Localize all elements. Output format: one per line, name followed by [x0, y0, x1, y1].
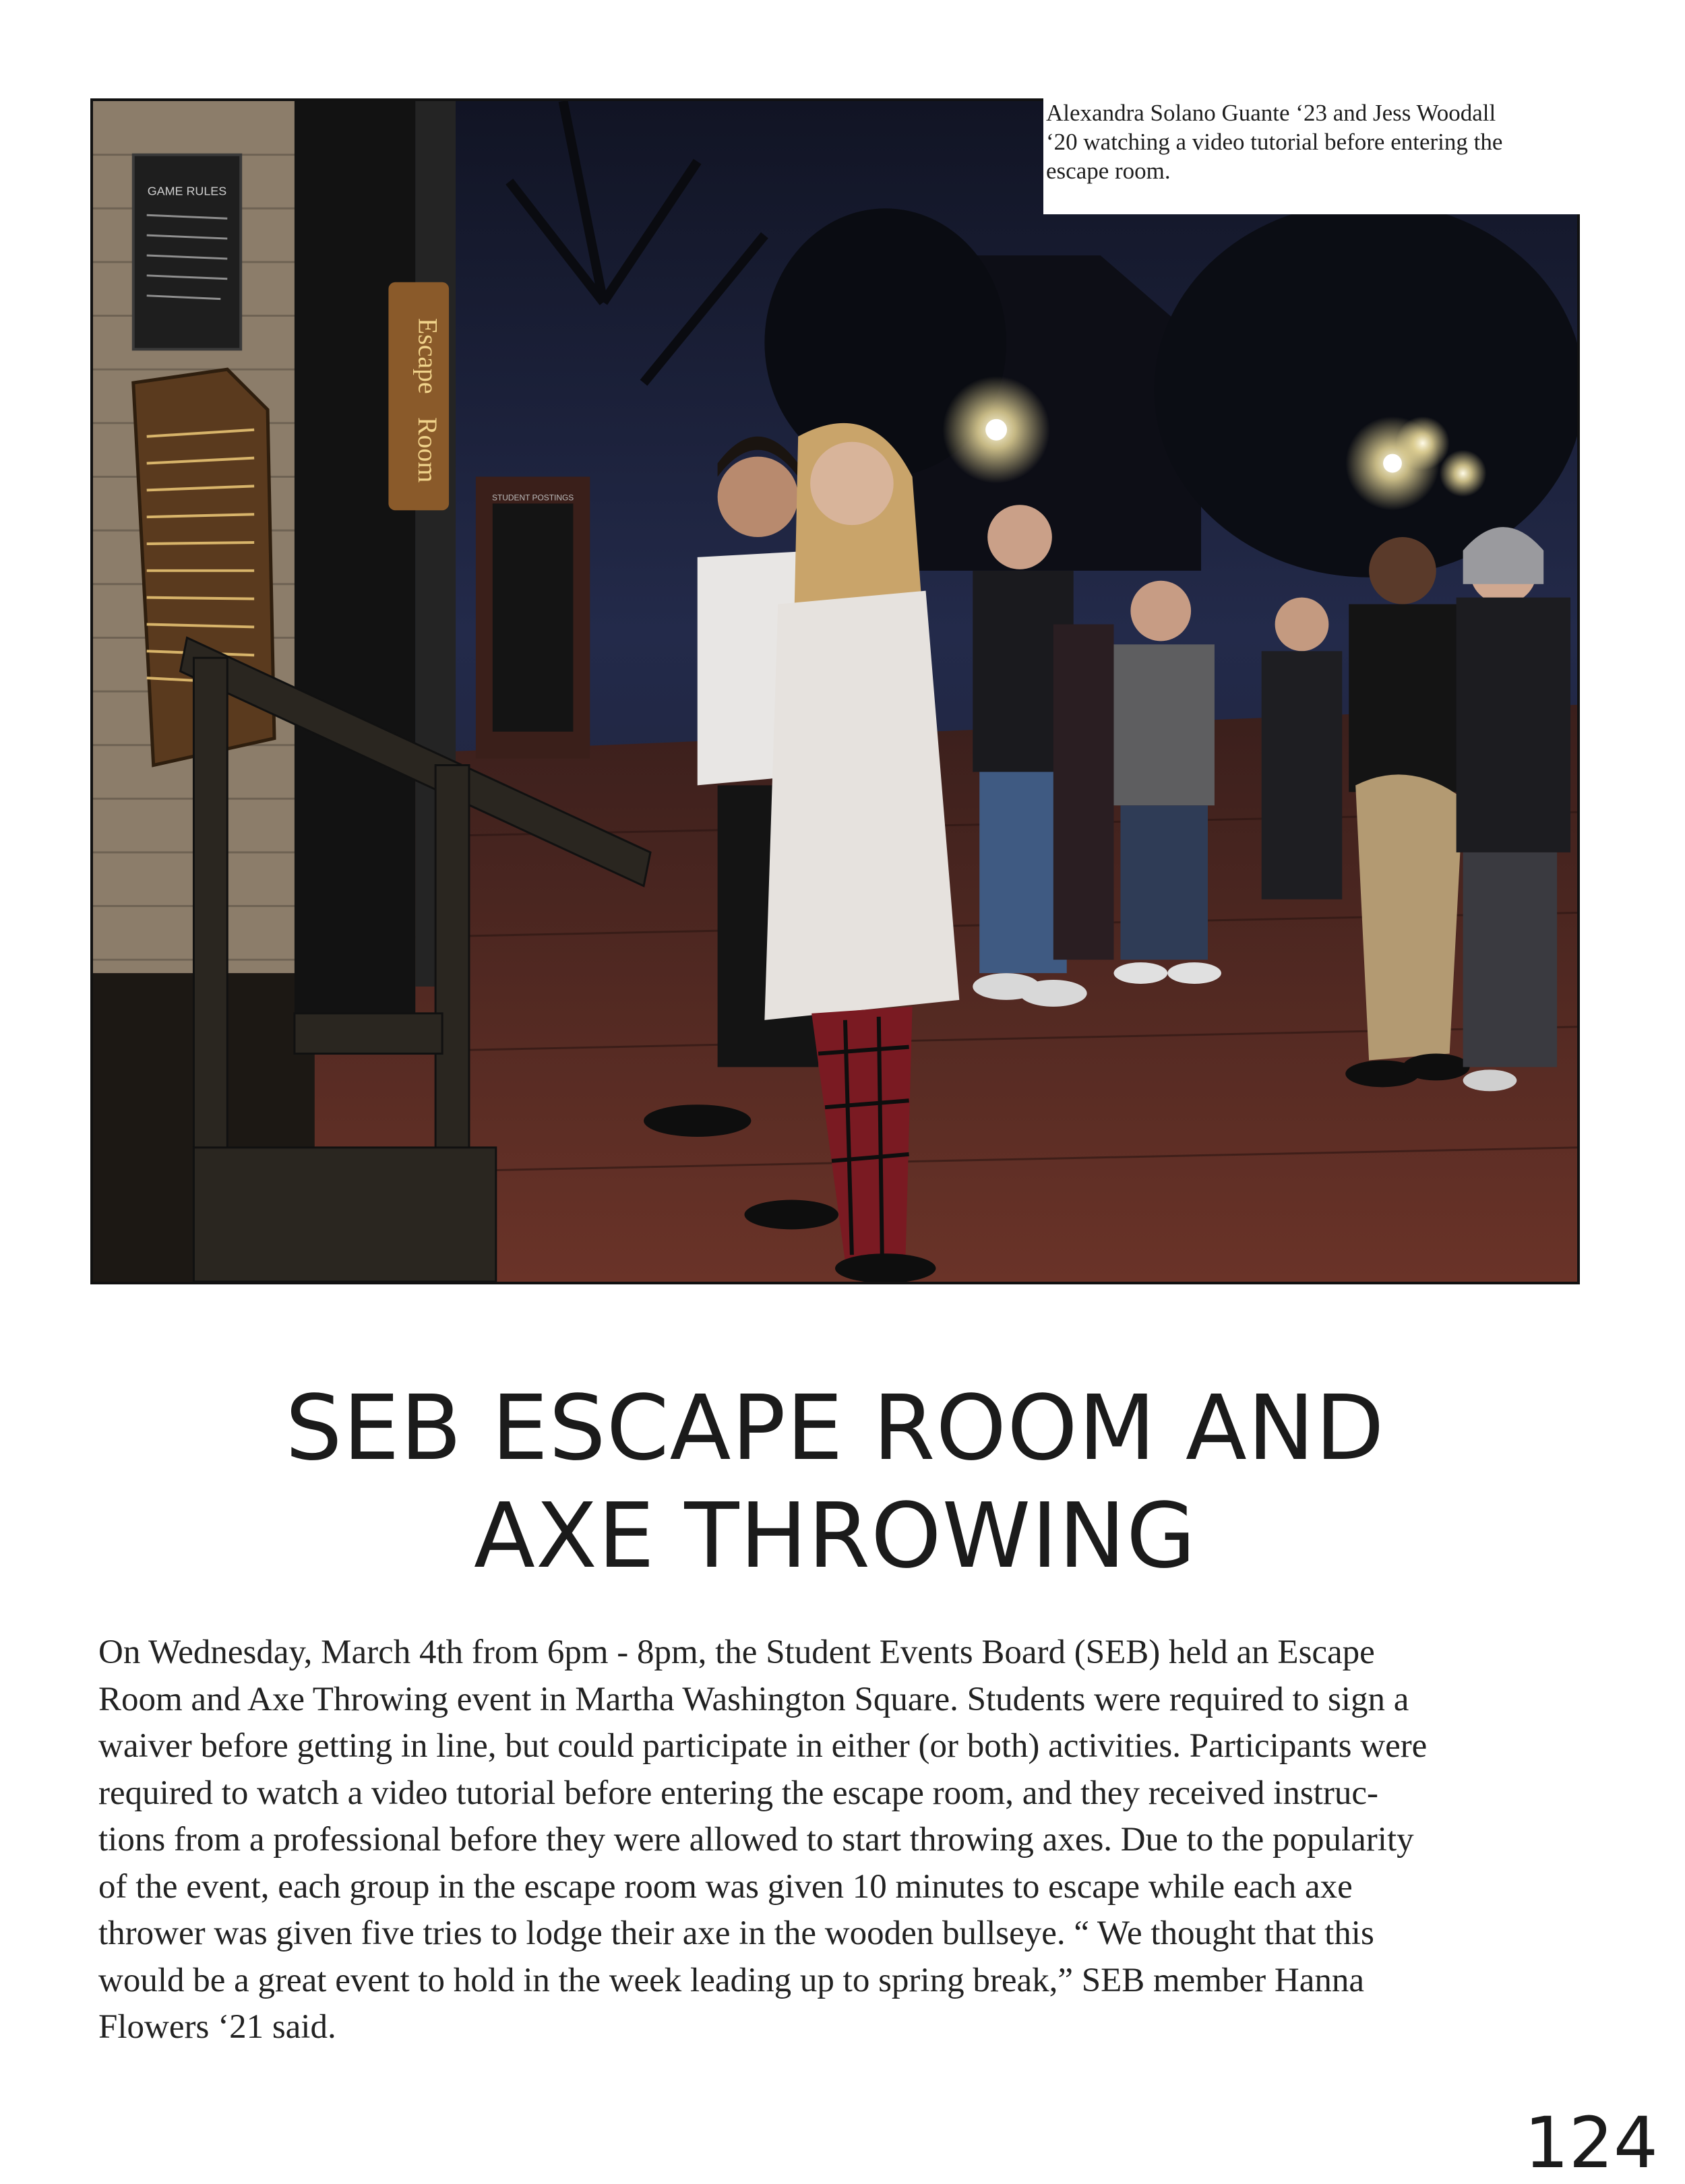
- page-number: 124: [1524, 2102, 1658, 2184]
- caption-line: ‘20 watching a video tutorial before entering the: [1046, 129, 1503, 155]
- article-title: [90, 1375, 1580, 1590]
- room-sign-text: Room: [412, 416, 443, 483]
- body-line: Room and Axe Throwing event in Martha Washington Square. Students were required to sign a: [98, 1680, 1409, 1718]
- body-line: waiver before getting in line, but could participate in either (or both) activities. Participants were: [98, 1727, 1428, 1765]
- photo-caption: [1043, 98, 1580, 214]
- body-line: required to watch a video tutorial before entering the escape room, and they received instruc-: [98, 1774, 1378, 1812]
- caption-line: escape room.: [1046, 158, 1171, 184]
- article-body: [98, 1629, 1588, 2051]
- body-line: of the event, each group in the escape room was given 10 minutes to escape while each axe: [98, 1867, 1353, 1906]
- photo-scene: [93, 101, 1577, 1282]
- event-photo: [90, 98, 1580, 1284]
- escape-sign-text: Escape: [412, 317, 443, 394]
- body-line: Flowers ‘21 said.: [98, 2008, 336, 2046]
- body-line: On Wednesday, March 4th from 6pm - 8pm, the Student Events Board (SEB) held an Escape: [98, 1633, 1375, 1671]
- body-line: thrower was given five tries to lodge their axe in the wooden bullseye. “ We thought that this: [98, 1914, 1374, 1952]
- student-postings-text: STUDENT POSTINGS: [492, 493, 574, 503]
- caption-line: Alexandra Solano Guante ‘23 and Jess Woodall: [1046, 100, 1496, 126]
- title-line: AXE THROWING: [473, 1485, 1197, 1588]
- title-line: SEB ESCAPE ROOM AND: [285, 1377, 1385, 1480]
- body-line: tions from a professional before they were allowed to start throwing axes. Due to the popularity: [98, 1821, 1414, 1859]
- body-line: would be a great event to hold in the week leading up to spring break,” SEB member Hanna: [98, 1961, 1364, 1999]
- game-rules-text: GAME RULES: [147, 184, 227, 198]
